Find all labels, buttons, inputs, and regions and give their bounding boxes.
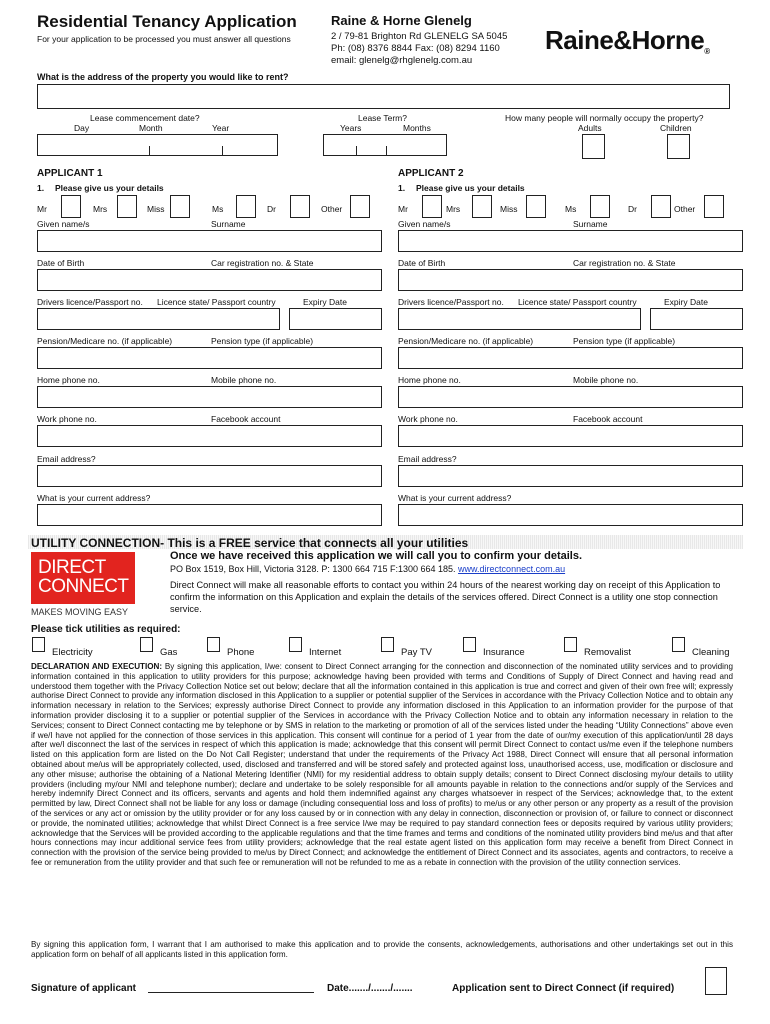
- applicant-1-surname-label: Surname: [211, 219, 246, 229]
- applicant-2-title-mr-label: Mr: [398, 204, 408, 214]
- utility-gas-checkbox[interactable]: [140, 637, 153, 652]
- applicant-1-title-ms-checkbox[interactable]: [236, 195, 256, 218]
- applicant-2-surname-label: Surname: [573, 219, 608, 229]
- logo-text: Raine&Horne: [545, 25, 705, 55]
- office-name: Raine & Horne Glenelg: [331, 13, 472, 28]
- applicant-2-current-address-label: What is your current address?: [398, 493, 512, 503]
- applicant-1-title-dr-label: Dr: [267, 204, 276, 214]
- applicant-2-dob-label: Date of Birth: [398, 258, 446, 268]
- adults-field[interactable]: [582, 134, 605, 159]
- applicant-1-email-field[interactable]: [37, 465, 382, 487]
- applicant-1-title-dr-checkbox[interactable]: [290, 195, 310, 218]
- applicant-2-heading: APPLICANT 2: [398, 168, 464, 179]
- applicant-2-licence-state-label: Licence state/ Passport country: [518, 297, 637, 307]
- applicant-2-email-field[interactable]: [398, 465, 743, 487]
- date-label: Date......./......./.......: [327, 983, 413, 994]
- utility-cleaning-label: Cleaning: [692, 647, 730, 658]
- property-question: What is the address of the property you would like to rent?: [37, 72, 289, 82]
- applicant-1-work-phone-field[interactable]: [37, 425, 382, 447]
- applicant-1-pension-no-label: Pension/Medicare no. (if applicable): [37, 336, 173, 346]
- applicant-2-title-mr-checkbox[interactable]: [422, 195, 442, 218]
- applicant-2-given-names-label: Given name/s: [398, 219, 451, 229]
- applicant-1-title-other-label: Other: [321, 204, 343, 214]
- declaration-body: By signing this application, I/we: consent to Direct Connect arranging for the connection and disconnection of the nominated utility services and to providing information contained in this application to utility providers for this purpose; acknowledge having been provided with terms and Conditions of Supply of Direct Connect and having read and understood them together with the Privacy Collection Notice set out below; declare that all the information contained in this application is true and correct and given of their own free will; expressly authorise Direct Connect to provide any information disclosed in this Application to a supplier or potential supplier of the Services in accordance with the Privacy Collection Notice and to obtain any information necessary in relation to the Services; expressly authorise Direct Connect to provide any information disclosed in this Application to an information provider for the purpose of that information provider disclosing it to a supplier or potential supplier of the Services in accordance with the Privacy Collection Notice and to obtain any information necessary in relation to the Services; consent to Direct Connect contacting me by telephone or by SMS in relation to the marketing or promotion of all of the services listed under the heading “Utility Connections” above even if we/I have not applied for the connection of those services in this application. This consent will continue for a period of 1 year from the date of our/my execution of this application/until 28 days after we/I disconnect the last of the services in respect of which this application is made; acknowledge that this consent will permit Direct Connect to contact us/me even if the telephone numbers listed on this application form are listed on the Do Not Call Register; understand that under the requirements of the Privacy Act 1988, Direct Connect will ensure that all personal information obtained about me/us will be appropriately collected, used, disclosed and transferred and will be stored safely and protected against loss, unauthorised access, use, modification or disclosure and any other misuse; authorise the obtaining of a National Metering Identifier (NMI) for my residential address to obtain supply details; consent to Direct Connect disclosing my/our details to utility providers (including my/our NMI and telephone number); declare and undertake to be solely responsible for all amounts payable in relation to the connections and/or supply of the Services and hereby indemnify Direct Connect and its officers, servants and agents and hold them indemnified against any charges whatsoever in respect of the Services; acknowledge that, to the extent permitted by law, Direct Connect shall not be liable for any loss or damage (including consequential loss and loss of profits) to me/us or any other person or any property as a result of the provision of the services or any act or omission by the utility provider or for any loss caused by or in connection with any delay in connection, disconnection or provision of, or failure to connect or disconnect or provide, the nominated utilities; acknowledge that whilst Direct Connect is a free service I/we may be required to pay standard connection fees or deposits required by various utility providers; acknowledge that the Services will be provided according to the applicable regulations and that the time frames and terms and conditions of the nominated utility providers bind me/us and that after hours connections may incur additional service fees from utility providers; acknowledge that the real estate agent listed on this application form may receive a benefit from Direct Connect in connection with the provision of the service being provided to me/us by Direct Connect; and acknowledge the entitlement of Direct Connect and its associates, agents and contractors, to receive a fee or remuneration from the utility provider and that such fee or remuneration will not be refunded to me as a rebate in connection with the provision of the utility connection services.: [31, 662, 733, 867]
- applicant-1-home-phone-label: Home phone no.: [37, 375, 100, 385]
- lease-term-label: Lease Term?: [358, 113, 407, 123]
- utility-phone-checkbox[interactable]: [207, 637, 220, 652]
- applicant-2-licence-field[interactable]: [398, 308, 641, 330]
- occupants-label: How many people will normally occupy the property?: [505, 113, 704, 123]
- applicant-2-licence-label: Drivers licence/Passport no.: [398, 297, 504, 307]
- utility-gas-label: Gas: [160, 647, 178, 658]
- applicant-1-current-address-label: What is your current address?: [37, 493, 151, 503]
- utility-description: Direct Connect will make all reasonable efforts to contact you within 24 hours of the nearest working day on receipt of this Application to confirm the information on this Application and explain the details of the services offered. Direct Connect is a utility one stop connection service.: [170, 580, 721, 614]
- office-email: email: glenelg@rhglenelg.com.au: [331, 55, 473, 66]
- applicant-1-title-ms-label: Ms: [212, 204, 224, 214]
- tick-prompt: Please tick utilities as required:: [31, 624, 181, 635]
- applicant-2-title-ms-checkbox[interactable]: [590, 195, 610, 218]
- logo-tagline: MAKES MOVING EASY: [31, 607, 129, 617]
- applicant-1-licence-label: Drivers licence/Passport no.: [37, 297, 143, 307]
- form-title: Residential Tenancy Application: [37, 12, 297, 31]
- applicant-2-email-label: Email address?: [398, 454, 457, 464]
- applicant-1-dob-label: Date of Birth: [37, 258, 85, 268]
- declaration-text: [31, 662, 733, 868]
- lease-commencement-label: Lease commencement date?: [90, 113, 200, 123]
- applicant-2-given-names-field[interactable]: [398, 230, 743, 252]
- applicant-1-email-label: Email address?: [37, 454, 96, 464]
- utility-contact: [170, 564, 565, 574]
- logo-line-direct: DIRECT: [38, 557, 106, 578]
- applicant-1-title-mr-checkbox[interactable]: [61, 195, 81, 218]
- applicant-2-step-label: Please give us your details: [416, 183, 525, 193]
- applicant-2-pension-type-label: Pension type (if applicable): [573, 336, 676, 346]
- applicant-2-work-phone-field[interactable]: [398, 425, 743, 447]
- applicant-1-licence-field[interactable]: [37, 308, 280, 330]
- utility-removalist-checkbox[interactable]: [564, 637, 577, 652]
- applicant-2-title-dr-checkbox[interactable]: [651, 195, 671, 218]
- months-label: Months: [403, 123, 431, 133]
- sent-checkbox[interactable]: [705, 967, 727, 995]
- applicant-1-title-miss-label: Miss: [147, 204, 165, 214]
- applicant-2-car-reg-label: Car registration no. & State: [573, 258, 676, 268]
- applicant-1-title-other-checkbox[interactable]: [350, 195, 370, 218]
- applicant-1-facebook-label: Facebook account: [211, 414, 281, 424]
- signature-label: Signature of applicant: [31, 983, 137, 994]
- applicant-2-step: 1.: [398, 183, 406, 193]
- lease-term-field[interactable]: [323, 134, 447, 156]
- utility-electricity-label: Electricity: [52, 647, 93, 658]
- form-subtitle: For your application to be processed you must answer all questions: [37, 34, 291, 44]
- children-label: Children: [660, 123, 692, 133]
- applicant-2-pension-no-field[interactable]: [398, 347, 743, 369]
- applicant-1-title-miss-checkbox[interactable]: [170, 195, 190, 218]
- applicant-1-title-mr-label: Mr: [37, 204, 47, 214]
- applicant-1-expiry-field[interactable]: [289, 308, 382, 330]
- year-label: Year: [212, 123, 230, 133]
- applicant-1-licence-state-label: Licence state/ Passport country: [157, 297, 276, 307]
- applicant-1-title-mrs-label: Mrs: [93, 204, 108, 214]
- years-label: Years: [340, 123, 362, 133]
- signature-line[interactable]: [148, 992, 314, 993]
- utility-website-link[interactable]: www.directconnect.com.au: [458, 564, 566, 574]
- day-label: Day: [74, 123, 90, 133]
- applicant-2-mobile-phone-label: Mobile phone no.: [573, 375, 639, 385]
- applicant-2-title-mrs-label: Mrs: [446, 204, 461, 214]
- applicant-1-heading: APPLICANT 1: [37, 168, 103, 179]
- applicant-1-pension-no-field[interactable]: [37, 347, 382, 369]
- applicant-2-title-mrs-checkbox[interactable]: [472, 195, 492, 218]
- utility-removalist-label: Removalist: [584, 647, 631, 658]
- applicant-1-current-address-field[interactable]: [37, 504, 382, 526]
- applicant-2-current-address-field[interactable]: [398, 504, 743, 526]
- applicant-2-title-other-checkbox[interactable]: [704, 195, 724, 218]
- utility-confirm: Once we have received this application we will call you to confirm your details.: [170, 550, 583, 562]
- utility-internet-checkbox[interactable]: [289, 637, 302, 652]
- applicant-2-work-phone-label: Work phone no.: [398, 414, 458, 424]
- applicant-1-title-mrs-checkbox[interactable]: [117, 195, 137, 218]
- applicant-2-home-phone-label: Home phone no.: [398, 375, 461, 385]
- utility-internet-label: Internet: [309, 647, 342, 658]
- applicant-1-given-names-field[interactable]: [37, 230, 382, 252]
- applicant-1-home-phone-field[interactable]: [37, 386, 382, 408]
- logo-mark: ®: [704, 47, 710, 56]
- applicant-2-dob-field[interactable]: [398, 269, 743, 291]
- children-field[interactable]: [667, 134, 690, 159]
- utility-insurance-checkbox[interactable]: [463, 637, 476, 652]
- applicant-1-dob-field[interactable]: [37, 269, 382, 291]
- applicant-1-given-names-label: Given name/s: [37, 219, 90, 229]
- utility-cleaning-checkbox[interactable]: [672, 637, 685, 652]
- office-address: 2 / 79-81 Brighton Rd GLENELG SA 5045: [331, 31, 508, 42]
- applicant-1-pension-type-label: Pension type (if applicable): [211, 336, 314, 346]
- lease-date-field[interactable]: [37, 134, 278, 156]
- utility-contact-details: PO Box 1519, Box Hill, Victoria 3128. P: 1300 664 715 F:1300 664 185.: [170, 564, 456, 574]
- applicant-2-title-miss-checkbox[interactable]: [526, 195, 546, 218]
- office-phone: Ph: (08) 8376 8844 Fax: (08) 8294 1160: [331, 43, 500, 54]
- applicant-2-facebook-label: Facebook account: [573, 414, 643, 424]
- applicant-2-title-ms-label: Ms: [565, 204, 577, 214]
- applicant-1-step: 1.: [37, 183, 45, 193]
- adults-label: Adults: [578, 123, 602, 133]
- direct-connect-logo: [31, 552, 135, 604]
- applicant-2-expiry-label: Expiry Date: [664, 297, 708, 307]
- applicant-1-step-label: Please give us your details: [55, 183, 164, 193]
- utility-insurance-label: Insurance: [483, 647, 525, 658]
- utility-phone-label: Phone: [227, 647, 255, 658]
- utility-pay-tv-checkbox[interactable]: [381, 637, 394, 652]
- month-label: Month: [139, 123, 163, 133]
- property-address-field[interactable]: [37, 84, 730, 109]
- utility-heading: UTILITY CONNECTION- This is a FREE service that connects all your utilities: [31, 536, 469, 550]
- declaration-title: DECLARATION AND EXECUTION:: [31, 662, 163, 671]
- applicant-1-car-reg-label: Car registration no. & State: [211, 258, 314, 268]
- raine-horne-logo: [545, 25, 710, 56]
- logo-line-connect: CONNECT: [38, 576, 129, 597]
- applicant-2-title-dr-label: Dr: [628, 204, 637, 214]
- applicant-2-home-phone-field[interactable]: [398, 386, 743, 408]
- applicant-2-expiry-field[interactable]: [650, 308, 743, 330]
- applicant-2-title-other-label: Other: [674, 204, 696, 214]
- sent-label: Application sent to Direct Connect (if required): [452, 983, 675, 994]
- applicant-1-work-phone-label: Work phone no.: [37, 414, 97, 424]
- warrant-text: By signing this application form, I warrant that I am authorised to make this application and to provide the consents, acknowledgements, authorisations and other undertakings set out in this application form on behalf of all applicants listed in this application form.: [31, 940, 733, 959]
- applicant-2-title-miss-label: Miss: [500, 204, 518, 214]
- applicant-1-expiry-label: Expiry Date: [303, 297, 347, 307]
- utility-pay-tv-label: Pay TV: [401, 647, 432, 658]
- utility-electricity-checkbox[interactable]: [32, 637, 45, 652]
- applicant-2-pension-no-label: Pension/Medicare no. (if applicable): [398, 336, 534, 346]
- applicant-1-mobile-phone-label: Mobile phone no.: [211, 375, 277, 385]
